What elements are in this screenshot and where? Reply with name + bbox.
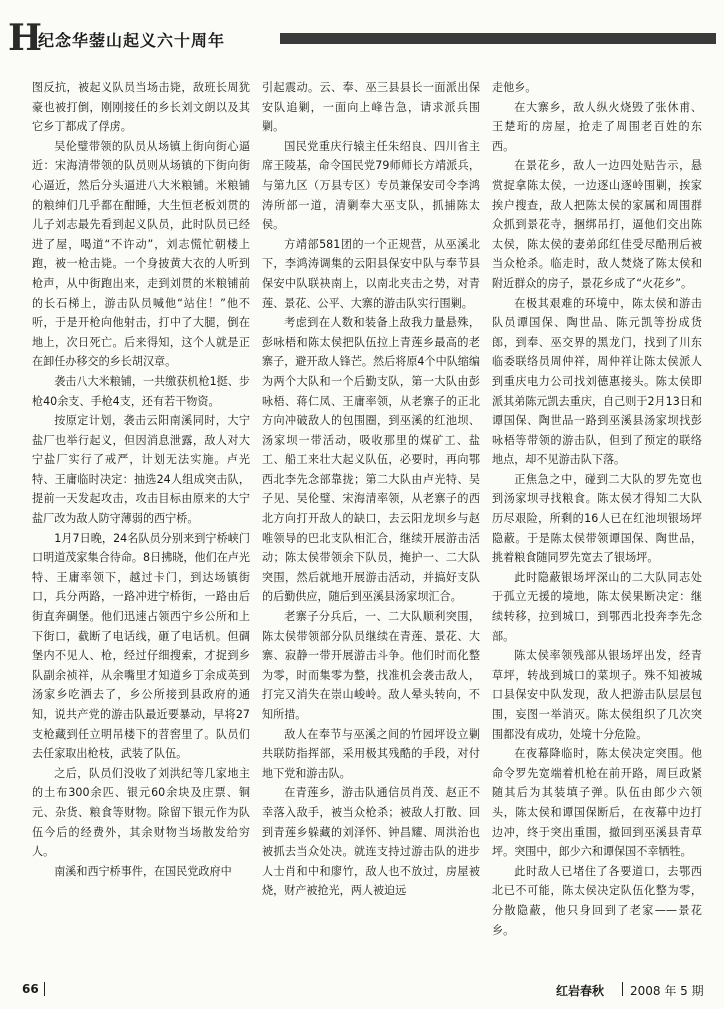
article-column-1 — [32, 78, 250, 970]
paragraph: 方靖部581团的一个正规营，从巫溪北下，李鸿涛调集的云阳县保安中队与奉节县保安中队联袂南上，以南北夹击之势，对青莲、景花、公平、大寨的游击队实行围剿。 — [262, 237, 480, 310]
paragraph: 在大寨乡，敌人纵火烧毁了张休甫、王楚珩的房屋，抢走了周围老百姓的东西。 — [492, 100, 702, 153]
article-column-3 — [492, 78, 702, 970]
page-header — [8, 18, 716, 58]
issue-label: 2008 年 5 期 — [630, 984, 704, 998]
page-number-divider — [44, 982, 45, 996]
header-initial: H — [8, 17, 43, 59]
paragraph: 国民党重庆行辕主任朱绍良、四川省主席王陵基，命令国民党79师师长方靖派兵，与第九区（万县专区）专员兼保安司令李鸿涛所部一道，清剿奉大巫支队，抓捕陈太侯。 — [262, 139, 480, 232]
article-column-2 — [262, 78, 480, 970]
page-number: 66 — [22, 982, 39, 996]
page-footer — [0, 978, 724, 1002]
paragraph: 陈太侯率领残部从银场坪出发，经青草坪，转战到城口的菜坝子。殊不知被城口县保安中队发现，敌人把游击队层层包围，妄图一举消灭。陈太侯组织了几次突围都没有成功，处境十分危险。 — [492, 649, 702, 741]
magazine-name: 红岩春秋 — [556, 984, 605, 998]
header-title: 纪念华蓥山起义六十周年 — [38, 31, 226, 50]
paragraph: 此时敌人已堵住了各要道口，去鄂西北已不可能，陈太侯决定队伍化整为零，分散隐蔽，他只身回到了老家——景花乡。 — [492, 864, 702, 937]
paragraph: 南溪和西宁桥事件，在国民党政府中 — [54, 864, 232, 878]
paragraph: 在极其艰难的环境中，陈太侯和游击队员谭国保、陶世品、陈元凯等扮成货郎，到奉、巫交界的黑龙门，找到了川东临委联络员周仲祥，周仲祥让陈太侯派人到重庆电力公司找刘德惠接头。陈太侯即派其弟陈元凯去重庆，自己则于2月13日和谭国保、陶世品一路到巫溪县汤家坝找彭咏梧等带领的游击队，但到了预定的联络地点，却不见游击队下落。 — [492, 296, 702, 467]
paragraph: 之后，队员们没收了刘洪纪等几家地主的土布300余匹、银元60余块及庄票、铜元、杂货、粮食等财物。除留下银元作为队伍今后的经费外，其余财物当场散发给穷人。 — [32, 766, 250, 859]
paragraph: 袭击八大米粮铺，一共缴获机枪1挺、步枪40余支、手枪4支，还有若干物资。 — [32, 374, 250, 408]
paragraph: 在青莲乡，游击队通信员肖茂、赵正不幸落入敌手，被当众枪杀；被敌人打散、回到青莲乡躲藏的刘泽怀、钟昌耀、周洪治也被抓去当众处决。就连支持过游击队的进步人士肖和中和廖竹，敌人也不放过，房屋被烧，财产被抢光，两人被迫远 — [262, 786, 480, 898]
header-bar — [280, 33, 716, 44]
paragraph: 正焦急之中，碰到二大队的罗先宽也到汤家坝寻找粮食。陈太侯才得知二大队历尽艰险，所剩的16人已在红池坝银场坪隐蔽。于是陈太侯带领谭国保、陶世品，挑着粮食随同罗先宽去了银场坪。 — [492, 472, 702, 565]
paragraph: 引起震动。云、奉、巫三县县长一面派出保安队追剿，一面向上峰告急，请求派兵围剿。 — [262, 81, 480, 134]
paragraph: 老寨子分兵后，一、二大队顺利突围，陈太侯带领部分队员继续在青莲、景花、大寨、寂静一带开展游击斗争。他们时而化整为零，时而集零为整，找准机会袭击敌人，打完又消失在崇山峻岭。敌人晕头转向，不知所措。 — [262, 610, 480, 721]
paragraph: 考虑到在人数和装备上敌我力量悬殊，彭咏梧和陈太侯把队伍拉上青莲乡最高的老寨子，避开敌人锋芒。然后将原4个中队缩编为两个大队和一个后勤支队，第一大队由彭咏梧、蒋仁凤、王庸率领，从老寨子的正北方向冲破敌人的包围圈，到巫溪的红池坝、汤家坝一带活动，吸收那里的煤矿工、盐工、船工来壮大起义队伍，必要时，再向鄂西北李先念部靠拢；第二大队由卢光特、吴子见、吴伦璧、宋海清率领，从老寨子的西北方向打开敌人的缺口，去云阳龙坝乡与赵唯领导的巴北支队相汇合，继续开展游击活动；陈太侯带领余下队员，掩护一、二大队突围，然后就地开展游击活动，并搞好支队的后勤供应，随后到巫溪县汤家坝汇合。 — [262, 316, 480, 604]
paragraph: 按原定计划，袭击云阳南溪同时，大宁盐厂也举行起义，但因消息泄露，敌人对大宁盐厂实行了戒严，计划无法实施。卢光特、王庸临时决定：抽选24人组成突击队，提前一天发起攻击，攻击目标由原来的大宁盐厂改为敌人防守薄弱的西宁桥。 — [32, 414, 250, 526]
paragraph: 吴伦璧带领的队员从场镇上街向街心逼近：宋海清带领的队员则从场镇的下街向街心逼近，然后分头逼进八大米粮铺。米粮铺的粮绅们几乎都在酣睡，大生恒老板刘贯的儿子刘志最先看到起义队员，此时队员已经进了屋，喝道“不许动”，刘志慌忙朝楼上跑，被一枪击毙。一个身披黄大衣的人听到枪声，从中街跑出来，走到刘贯的米粮铺前的长石梯上，游击队员喊他“站住！”他不听，于是开枪向他射击，打中了大腿，倒在地上，次日死亡。后来得知，这个人就是正在卸任办移交的乡长胡汉章。 — [32, 139, 250, 369]
paragraph: 在景花乡，敌人一边四处贴告示，悬赏捉拿陈太侯，一边逐山逐岭围剿，挨家挨户搜查，敌人把陈太侯的家属和周围群众抓到景花寺，捆绑吊打，逼他们交出陈太侯，陈太侯的妻弟邱红佳受尽酷刑后被当众枪杀。临走时，敌人焚烧了陈太侯和附近群众的房子，景花乡成了“火花乡”。 — [492, 159, 702, 290]
paragraph: 此时隐蔽银场坪深山的二大队同志处于孤立无援的境地，陈太侯果断决定：继续转移，拉到城口，到鄂西北投奔李先念部。 — [492, 570, 702, 643]
paragraph: 1月7日晚，24名队员分别来到宁桥峡门口明道茂家集合待命。8日拂晓，他们在卢光特、王庸率领下，越过卡门，到达场镇街口，兵分两路，一路冲进宁桥街，一路由后街直奔碉堡。他们迅速占领西宁乡公所和上下街口，截断了电话线，砸了电话机。但碉堡内不见人、枪，经过仔细搜索，才捉到乡队副余祯祥，从余嘴里才知道乡丁余成英到汤家乡吃酒去了，乡公所接到县政府的通知，说共产党的游击队最近要暴动，早将27支枪藏到任立明吊楼下的苕窖里了。队员们去任家取出枪枝，武装了队伍。 — [32, 531, 250, 761]
paragraph: 走他乡。 — [492, 81, 537, 94]
paragraph: 图反抗，被起义队员当场击毙，敌班长周犹豪也被打倒，刚刚接任的乡长刘文朗以及其它乡丁都成了俘虏。 — [32, 81, 250, 134]
magazine-divider — [622, 982, 623, 996]
paragraph: 在夜幕降临时，陈太侯决定突围。他命令罗先宽端着机枪在前开路，周巨政紧随其后为其装填子弹。队伍由郎少六领头，陈太侯和谭国保断后，在夜幕中边打边冲，终于突出重围，撤回到巫溪县青草坪。突围中，郎少六和谭保国不幸牺牲。 — [492, 747, 702, 859]
paragraph: 敌人在奉节与巫溪之间的竹园坪设立剿共联防指挥部，采用极其残酷的手段，对付地下党和游击队。 — [262, 727, 480, 780]
